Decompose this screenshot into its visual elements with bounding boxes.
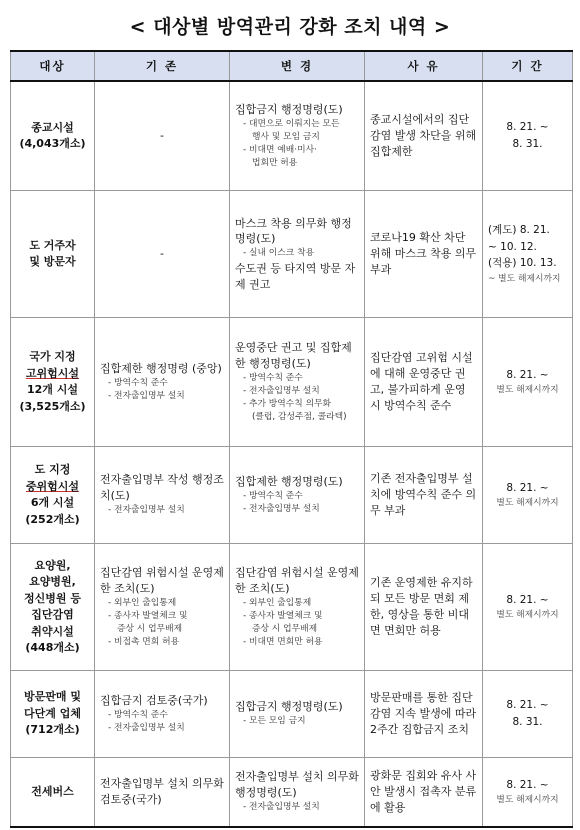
changed-cell — [230, 758, 365, 828]
changed-sub: - 전자출입명부 설치 — [235, 801, 359, 814]
header-reason: 사 유 — [365, 51, 483, 81]
table-row — [11, 318, 573, 447]
page-title: < 대상별 방역관리 강화 조치 내역 > — [129, 15, 451, 38]
period-line: 8. 31. — [512, 716, 543, 728]
target-line: 취약시설 — [31, 624, 74, 638]
existing-cell — [95, 447, 230, 544]
changed-sub: - 전자출입명부 설치 — [235, 503, 359, 516]
existing-main: - — [160, 129, 164, 143]
reason-cell: 종교시설에서의 집단감염 발생 차단을 위해 집합제한 — [365, 81, 483, 191]
period-line: 별도 해제시까지 — [496, 610, 559, 621]
changed-sub: - 방역수칙 준수 — [235, 490, 359, 503]
header-period: 기 간 — [483, 51, 573, 81]
target-cell — [11, 318, 95, 447]
period-line: 8. 21. ~ — [506, 481, 549, 494]
target-cell — [11, 191, 95, 318]
measures-table — [10, 50, 573, 828]
changed-main: 전자출입명부 설치 의무화 행정명령(도) — [235, 770, 359, 800]
target-cell — [11, 81, 95, 191]
changed-cell — [230, 81, 365, 191]
period-line: 8. 21. ~ — [506, 699, 549, 712]
changed-sub: - 비대면 예배·미사· — [235, 144, 359, 157]
period-line: 8. 21. ~ — [506, 778, 549, 791]
table-row — [11, 447, 573, 544]
reason-cell: 집단감염 고위험 시설에 대해 운영중단 권고, 불가피하게 운영 시 방역수칙 준수 — [365, 318, 483, 447]
changed-sub: - 대면으로 이뤄지는 모든 — [235, 118, 359, 131]
period-cell — [483, 81, 573, 191]
target-line: 도 거주자 — [29, 238, 76, 252]
target-line: 도 지정 — [34, 463, 71, 476]
period-line: 8. 21. ~ — [506, 121, 549, 134]
period-cell — [483, 191, 573, 318]
existing-main: - — [160, 247, 164, 261]
changed-main: 집합금지 행정명령(도) — [235, 102, 343, 116]
changed-sub: - 전자출입명부 설치 — [235, 385, 359, 398]
existing-sub: - 방역수칙 준수 — [100, 709, 224, 722]
existing-main: 전자출입명부 작성 행정조치(도) — [100, 473, 224, 503]
target-line: 전세버스 — [31, 784, 74, 798]
target-line: 방문판매 및 — [24, 690, 81, 704]
table-row — [11, 544, 573, 671]
changed-cell — [230, 318, 365, 447]
changed-sub: - 종사자 발열체크 및 — [235, 610, 359, 623]
existing-main: 집합금지 검토중(국가) — [100, 693, 208, 707]
table-row — [11, 758, 573, 828]
changed-main: 집단감염 위험시설 운영제한 조치(도) — [235, 565, 359, 595]
period-cell — [483, 758, 573, 828]
changed-main: 마스크 착용 의무화 행정명령(도) — [235, 216, 352, 246]
target-line: 중위험시설 — [25, 479, 80, 493]
existing-main: 전자출입명부 설치 의무화 검토중(국가) — [100, 777, 224, 806]
existing-cell — [95, 544, 230, 671]
changed-sub: 행사 및 모임 금지 — [252, 131, 320, 142]
existing-main: 집단감염 위험시설 운영제한 조치(도) — [100, 565, 224, 595]
existing-cell — [95, 671, 230, 758]
header-row — [11, 51, 573, 81]
header-changed: 변 경 — [230, 51, 365, 81]
changed-sub: (클럽, 감성주점, 콜라텍) — [252, 412, 347, 423]
period-line: 별도 해제시까지 — [496, 498, 559, 509]
target-line: 및 방문자 — [29, 255, 76, 268]
existing-sub: 증상 시 업무배제 — [117, 623, 183, 634]
existing-sub: - 전자출입명부 설치 — [100, 722, 224, 735]
table-row — [11, 191, 573, 318]
target-cell — [11, 758, 95, 828]
changed-sub: 증상 시 업무배제 — [252, 623, 318, 634]
changed-sub: - 비대면 면회만 허용 — [235, 636, 359, 649]
existing-sub: - 비접촉 면회 허용 — [100, 636, 224, 649]
target-line: (3,525개소) — [19, 399, 86, 413]
target-line: 다단계 업체 — [24, 706, 81, 720]
existing-sub: - 방역수칙 준수 — [100, 377, 224, 390]
period-line: (계도) 8. 21. — [488, 223, 550, 236]
reason-cell: 코로나19 확산 차단 위해 마스크 착용 의무 부과 — [365, 191, 483, 318]
period-line: 8. 21. ~ — [506, 368, 549, 381]
reason-cell: 광화문 집회와 유사 사안 발생시 접촉자 분류에 활용 — [365, 758, 483, 828]
changed-sub: - 외부인 출입통제 — [235, 597, 359, 610]
target-line: 12개 시설 — [26, 383, 78, 396]
existing-sub: - 전자출입명부 설치 — [100, 390, 224, 403]
changed-main: 집합금지 행정명령(도) — [235, 700, 343, 714]
changed-sub: - 모든 모임 금지 — [235, 715, 359, 728]
target-line: (448개소) — [25, 641, 80, 654]
target-line: 6개 시설 — [30, 496, 75, 509]
changed-cell — [230, 447, 365, 544]
reason-cell: 기존 전자출입명부 설치에 방역수칙 준수 의무 부과 — [365, 447, 483, 544]
period-cell — [483, 544, 573, 671]
period-line: 8. 31. — [512, 138, 543, 150]
header-existing: 기 존 — [95, 51, 230, 81]
table-row — [11, 671, 573, 758]
period-cell — [483, 671, 573, 758]
target-cell — [11, 544, 95, 671]
reason-cell: 방문판매를 통한 집단감염 지속 발생에 따라 2주간 집합금지 조치 — [365, 671, 483, 758]
table-row — [11, 81, 573, 191]
changed-main: 집합제한 행정명령(도) — [235, 474, 343, 488]
period-line: (적용) 10. 13. — [488, 257, 557, 270]
target-line: 종교시설 — [31, 120, 74, 134]
existing-sub: - 외부인 출입통제 — [100, 597, 224, 610]
changed-sub: - 실내 이스크 착용 — [235, 247, 359, 260]
target-cell — [11, 671, 95, 758]
target-line: 요양원, — [34, 558, 71, 572]
existing-sub: - 종사자 발열체크 및 — [100, 610, 224, 623]
changed-sub: - 방역수칙 준수 — [235, 372, 359, 385]
changed-cell — [230, 544, 365, 671]
changed-main: 운영중단 권고 및 집합제한 행정명령(도) — [235, 340, 352, 370]
header-target: 대상 — [11, 51, 95, 81]
existing-sub: - 전자출입명부 설치 — [100, 504, 224, 517]
reason-cell: 기존 운영제한 유지하되 모든 방문 면회 제한, 영상을 통한 비대면 면회만 허용 — [365, 544, 483, 671]
period-line: 별도 해제시까지 — [496, 385, 559, 396]
target-line: 국가 지정 — [29, 350, 76, 363]
changed-sub: - 추가 방역수칙 의무화 — [235, 398, 359, 411]
existing-cell — [95, 191, 230, 318]
target-line: (712개소) — [25, 723, 80, 737]
changed-extra: 수도권 등 타지역 방문 자제 권고 — [235, 261, 356, 291]
changed-sub: 법회만 허용 — [252, 158, 298, 169]
target-line: (4,043개소) — [19, 137, 86, 150]
target-line: 고위험시설 — [25, 366, 80, 380]
target-cell — [11, 447, 95, 544]
period-line: ~ 10. 12. — [488, 240, 537, 253]
existing-cell — [95, 758, 230, 828]
target-line: 정신병원 등 — [24, 591, 81, 605]
period-cell — [483, 318, 573, 447]
target-line: 집단감염 — [31, 608, 74, 621]
target-line: (252개소) — [25, 512, 80, 526]
existing-main: 집합제한 행정명령 (중앙) — [100, 361, 222, 375]
changed-cell — [230, 671, 365, 758]
existing-cell — [95, 81, 230, 191]
period-line: 8. 21. ~ — [506, 593, 549, 606]
period-line: 별도 해제시까지 — [496, 795, 559, 806]
changed-cell — [230, 191, 365, 318]
period-line: ~ 별도 해제시까지 — [488, 274, 561, 285]
period-cell — [483, 447, 573, 544]
target-line: 요양병원, — [29, 575, 76, 588]
existing-cell — [95, 318, 230, 447]
